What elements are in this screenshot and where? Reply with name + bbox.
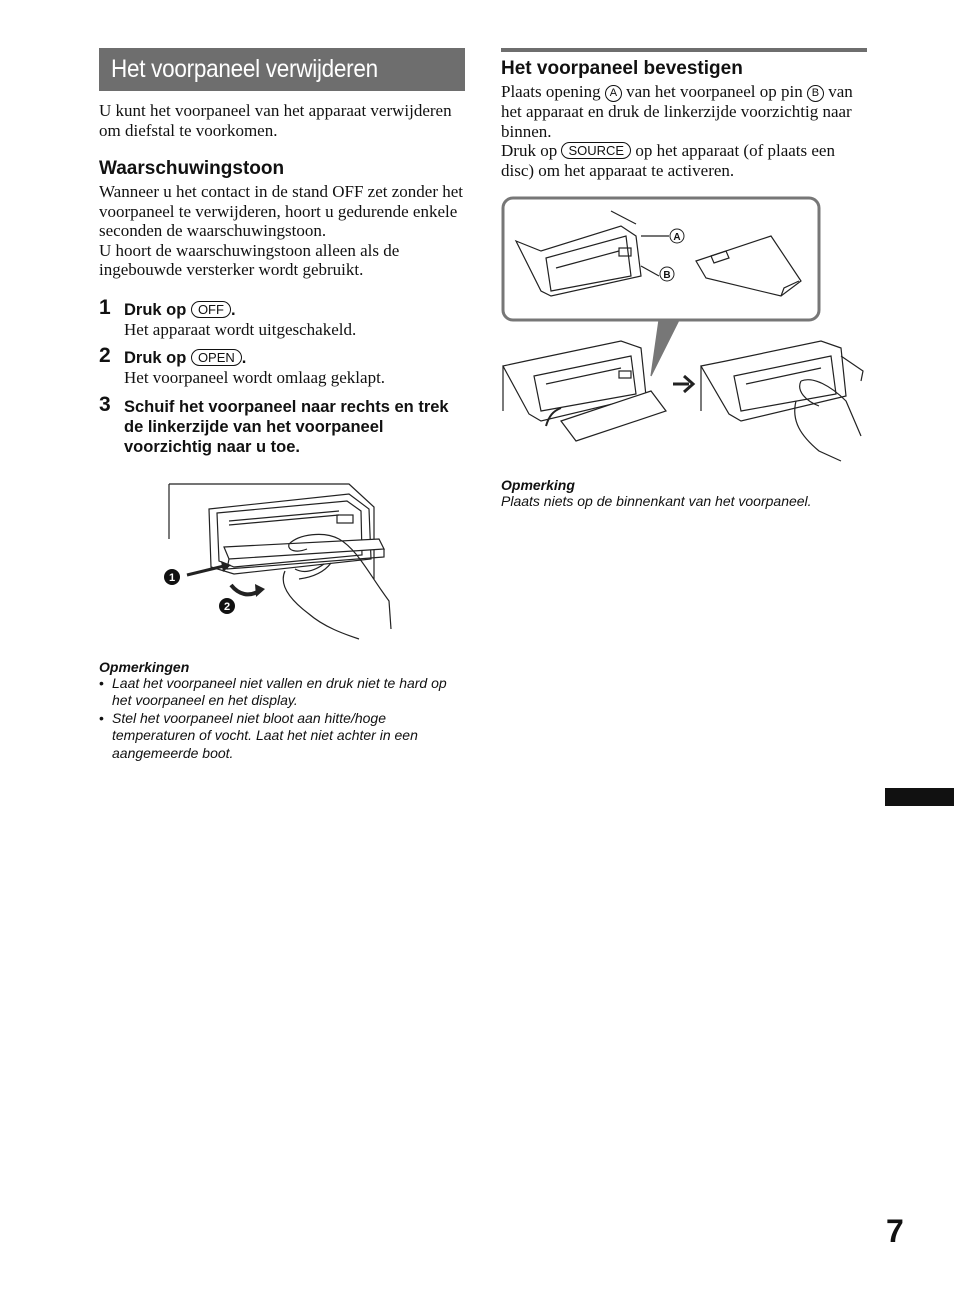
callout-1-text: 1 (168, 571, 176, 584)
step-title: Schuif het voorpaneel naar rechts en trek de linkerzijde van het voorpaneel voorzichtig naar u toe. (124, 397, 449, 456)
warning-text-1: Wanneer u het contact in de stand OFF zet zonder het voorpaneel te verwijderen, hoort u gedurende enkele seconden de waarschuwingstoon. (99, 182, 464, 240)
step-number: 2 (99, 344, 111, 367)
left-column (99, 48, 465, 762)
step-number: 3 (99, 392, 111, 416)
step-title: Druk op OFF . (124, 300, 236, 319)
section-title: Het voorpaneel verwijderen (111, 55, 378, 83)
step-description: Het apparaat wordt uitgeschakeld. (124, 319, 357, 339)
step-number: 1 (99, 295, 111, 319)
step-description: Het voorpaneel wordt omlaag geklapt. (124, 368, 386, 387)
intro-text: U kunt het voorpaneel van het apparaat verwijderen om diefstal te voorkomen. (99, 101, 452, 140)
open-button-label: OPEN (191, 349, 242, 366)
step-1 (99, 295, 465, 340)
note-text: Plaats niets op de binnenkant van het voorpaneel. (501, 493, 812, 509)
page-number: 7 (886, 1213, 904, 1249)
callout-b-text: B (663, 270, 671, 281)
note-item: • Laat het voorpaneel niet vallen en druk niet te hard op het voorpaneel en het display. (99, 675, 465, 710)
language-tab-marker (885, 788, 954, 806)
source-button-label: SOURCE (561, 142, 631, 159)
attach-heading: Het voorpaneel bevestigen (501, 58, 743, 79)
attach-panel-illustration (501, 196, 867, 471)
notes-heading: Opmerkingen (99, 658, 190, 675)
step-2 (99, 344, 465, 388)
off-button-label: OFF (191, 301, 231, 318)
section-title-bar (99, 48, 465, 91)
note-heading: Opmerking (501, 477, 575, 493)
circle-a-label: A (605, 85, 622, 102)
right-column (501, 48, 867, 511)
step-3 (99, 392, 465, 457)
callout-a-text: A (673, 232, 681, 243)
callout-2-text: 2 (223, 600, 231, 613)
step-title: Druk op OPEN . (124, 349, 247, 367)
attach-text-2: Druk op SOURCE op het apparaat (of plaats een disc) om het apparaat te activeren. (501, 141, 835, 180)
circle-b-label: B (807, 85, 824, 102)
section-rule (501, 48, 867, 52)
warning-text-2: U hoort de waarschuwingstoon alleen als de ingebouwde versterker wordt gebruikt. (99, 240, 400, 279)
attach-text-1: Plaats opening A van het voorpaneel op pin B van het apparaat en druk de linkerzijde voorzichtig naar binnen. (501, 82, 853, 141)
remove-panel-illustration (99, 479, 465, 649)
warning-heading: Waarschuwingstoon (99, 158, 285, 179)
note-item: • Stel het voorpaneel niet bloot aan hitte/hoge temperaturen of vocht. Laat het niet achter in een aangemeerde boot. (99, 710, 465, 763)
